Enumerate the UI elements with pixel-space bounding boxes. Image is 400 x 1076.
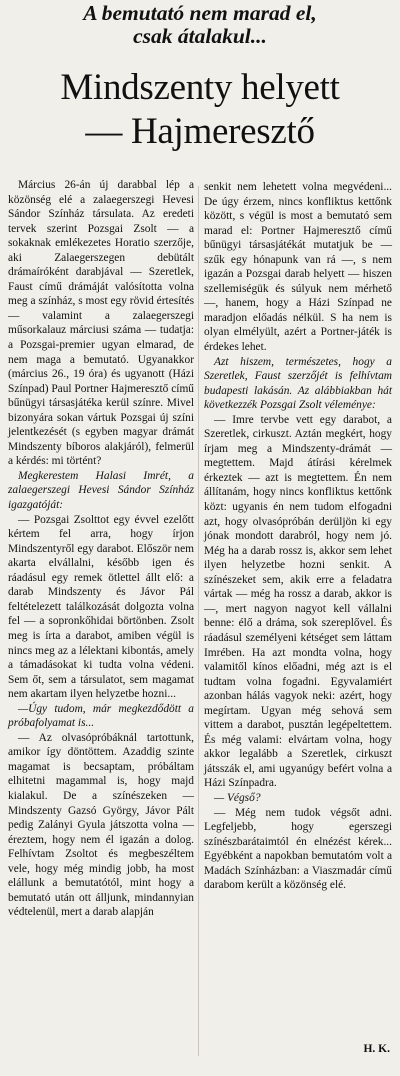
article-column-right xyxy=(204,180,392,893)
article-column-left xyxy=(8,178,194,920)
paragraph: — Még nem tudok végsőt adni. Legfeljebb, hogy egerszegi színészbarátaimtól én elnézést kérek... Egyébként a napokban bemutatóm volt a Madách Színházban: a Viaszmadár című darabom került a közönség elé. xyxy=(204,806,392,892)
headline xyxy=(4,66,396,154)
kicker-line-1: A bemutató nem marad el, xyxy=(83,1,317,25)
paragraph: — Az olvasópróbáknál tartottunk, amikor így döntöttem. Azaddig szinte magamat is becsaptam, próbáltam elhitetni magammal is, hogy majd kialakul. De a színészeken — Mindszenty Gazsó György, Jávor Pált pedig Zalányi Gyula játszotta volna — éreztem, hogy nem él igazán a dolog. Felhívtam Zsoltot és megbeszéltem vele, hogy még mindig jobb, ha most elállunk a bemutatótól, mint hogy a bemutató után ott álljunk, mindannyian védtelenül, mert a darab alapján xyxy=(8,731,194,919)
author-signature: H. K. xyxy=(363,1043,390,1055)
paragraph: Megkerestem Halasi Imrét, a zalaegerszegi Hevesi Sándor Színház igazgatóját: xyxy=(8,469,194,512)
headline-line-1: Mindszenty helyett xyxy=(60,67,340,108)
paragraph: senkit nem lehetett volna megvédeni... De úgy érzem, nincs konfliktus kettőnk között, s végül is most a bemutató sem marad el: Portner Hajmeresztő című bűnügyi társasjátékát mutatjuk be — szűk egy hónapunk van rá —, s nem igazán a Pozsgai darab helyett — hiszen szellemiségük és súlyuk nem mérhető —, hanem, hogy a Házi Színpad ne maradjon előadás nélkül. S ha nem is olyan elmélyült, azért a Portner-játék is érdekes lehet. xyxy=(204,181,392,354)
paragraph: Azt hiszem, természetes, hogy a Szeretlek, Faust szerzőjét is felhívtam budapesti lakásán. Az alábbiakban hát következzék Pozsgai Zsolt véleménye: xyxy=(204,355,392,412)
column-divider xyxy=(198,186,199,1056)
kicker xyxy=(8,2,392,48)
paragraph: — Imre tervbe vett egy darabot, a Szeretlek, cirkuszt. Aztán megkért, hogy írjam meg a Mindszenty-drámát — megtettem. Majd átírási kérelmek érkeztek — azt is megtettem. Én nem állítanám, hogy nincs konfliktus kettőnk közt: ugyanis én nem tudom elfogadni azt, hogy olvasópróbán derüljön ki egy jónak mondott darabról, hogy nem jó. Még ha a darab rossz is, akkor sem lehet ilyen helyzetbe hozni senkit. A színészeket sem, akik erre a feladatra vártak — még ha rossz a darab, akkor is —, mert nagyon nagyot kell vállalni benne: élő a dráma, sok szereplővel. És ráadásul személyeni kétséget sem láttam Imrében. Ha azt mondta volna, hogy valamitől kínos előadni, még azt is el tudtam volna fogadni. Egyvalamiért azonban hálás vagyok neki: azért, hogy megírtam. Ugyan még sehová sem vittem a darabot, pusztán legépeltettem. És még valami: elvártam volna, hogy akkor legalább a Szeretlek, cirkuszt játsszák el, ami ugyanúgy befért volna a Házi Színpadra. xyxy=(204,413,392,790)
kicker-line-2: csak átalakul... xyxy=(133,24,267,48)
paragraph: — Végső? xyxy=(214,791,261,804)
headline-line-2: — Hajmeresztő xyxy=(85,111,315,152)
paragraph: — Pozsgai Zsolttot egy évvel ezelőtt kértem fel arra, hogy írjon Mindszentyről egy darabot. Először nem akarta elvállalni, később igen és ráadásul egy remek ötlettel állt elő: a darab Mindszenty és Jávor Pál feltételezett találkozását dolgozta volna fel — a sopronkőhidai börtönben. Zsolt meg is írta a darabot, amiben végül is nincs meg az a lélektani kibontás, amely a támadásokat ki tudta volna védeni. Sem őt, sem a társulatot, sem magamat nem akartam ilyen helyzetbe hozni... xyxy=(8,513,194,701)
paragraph: Március 26-án új darabbal lép a közönség elé a zalaegerszegi Hevesi Sándor Színház társulata. Az eredeti tervek szerint Pozsgai Zsolt — a sokaknak emlékezetes Horatio szerzője, aki Zalaegerszegen debütált drámaíróként darabjával — Szeretlek, Faust című drámáját valósította volna meg a színház, s most egy rövid értesítés — valamint a zalaegerszegi műsorkalauz márciusi száma — tudatja: a Pozsgai-premier ugyan elmarad, de nem maga a bemutató. Ugyanakkor (március 26., 19 óra) és ugyanott (Házi Színpad) Paul Portner Hajmeresztő című bűnügyi társasjátéka kerül színre. Mivel bizonyára sokan vártuk Pozsgai új színi jelentkezését (s egyben magyar drámát Mindszenty bíboros alakjáról), felmerül a kérdés: mi történt? xyxy=(8,179,194,468)
paragraph: —Úgy tudom, már megkezdődött a próbafolyamat is... xyxy=(8,702,194,730)
